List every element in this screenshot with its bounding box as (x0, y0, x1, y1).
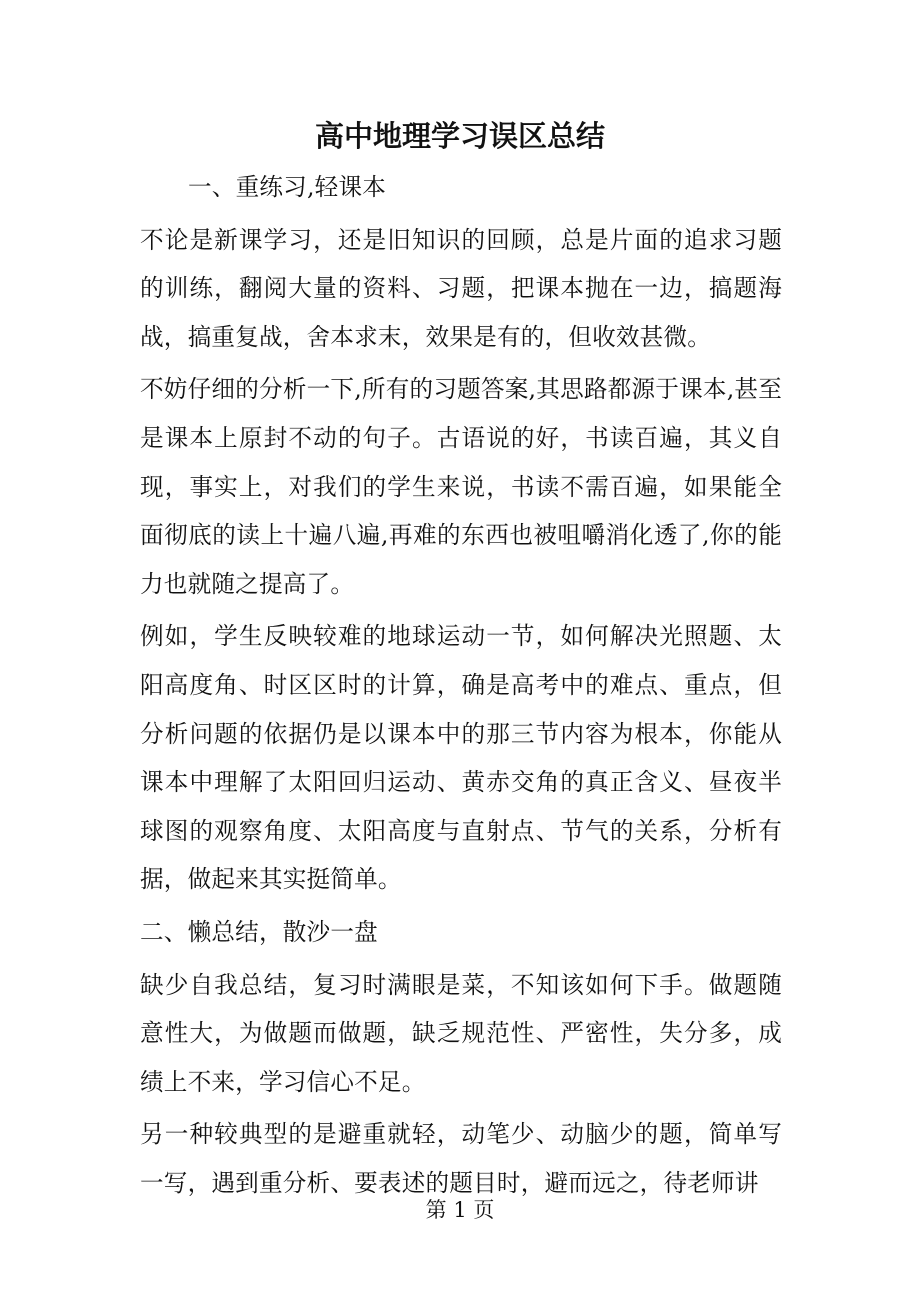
page-number: 第 1 页 (425, 1198, 495, 1222)
document-body (140, 163, 782, 1207)
paragraph-1: 不论是新课学习，还是旧知识的回顾，总是片面的追求习题的训练，翻阅大量的资料、习题，把课本抛在一边，搞题海战，搞重复战，舍本求末，效果是有的，但收效甚微。 (140, 225, 782, 351)
section-heading-2: 二、懒总结，散沙一盘 (140, 917, 378, 946)
paragraph-4: 缺少自我总结，复习时满眼是菜，不知该如何下手。做题随意性大，为做题而做题，缺乏规范性、严密性，失分多，成绩上不来，学习信心不足。 (140, 970, 782, 1096)
paragraph-3: 例如，学生反映较难的地球运动一节，如何解决光照题、太阳高度角、时区区时的计算，确是高考中的难点、重点，但分析问题的依据仍是以课本中的那三节内容为根本，你能从课本中理解了太阳回归运动、黄赤交角的真正含义、昼夜半球图的观察角度、太阳高度与直射点、节气的关系，分析有据，做起来其实挺简单。 (140, 622, 782, 894)
paragraph-5: 另一种较典型的是避重就轻，动笔少、动脑少的题，简单写一写，遇到重分析、要表述的题目时，避而远之，待老师讲 (140, 1120, 782, 1197)
section-heading-1: 一、重练习,轻课本 (188, 173, 387, 201)
paragraph-2: 不妨仔细的分析一下,所有的习题答案,其思路都源于课本,甚至是课本上原封不动的句子。古语说的好，书读百遍，其义自现，事实上，对我们的学生来说，书读不需百遍，如果能全面彻底的读上十遍八遍,再难的东西也被咀嚼消化透了,你的能力也就随之提高了。 (140, 375, 782, 598)
document-title: 高中地理学习误区总结 (314, 119, 605, 153)
